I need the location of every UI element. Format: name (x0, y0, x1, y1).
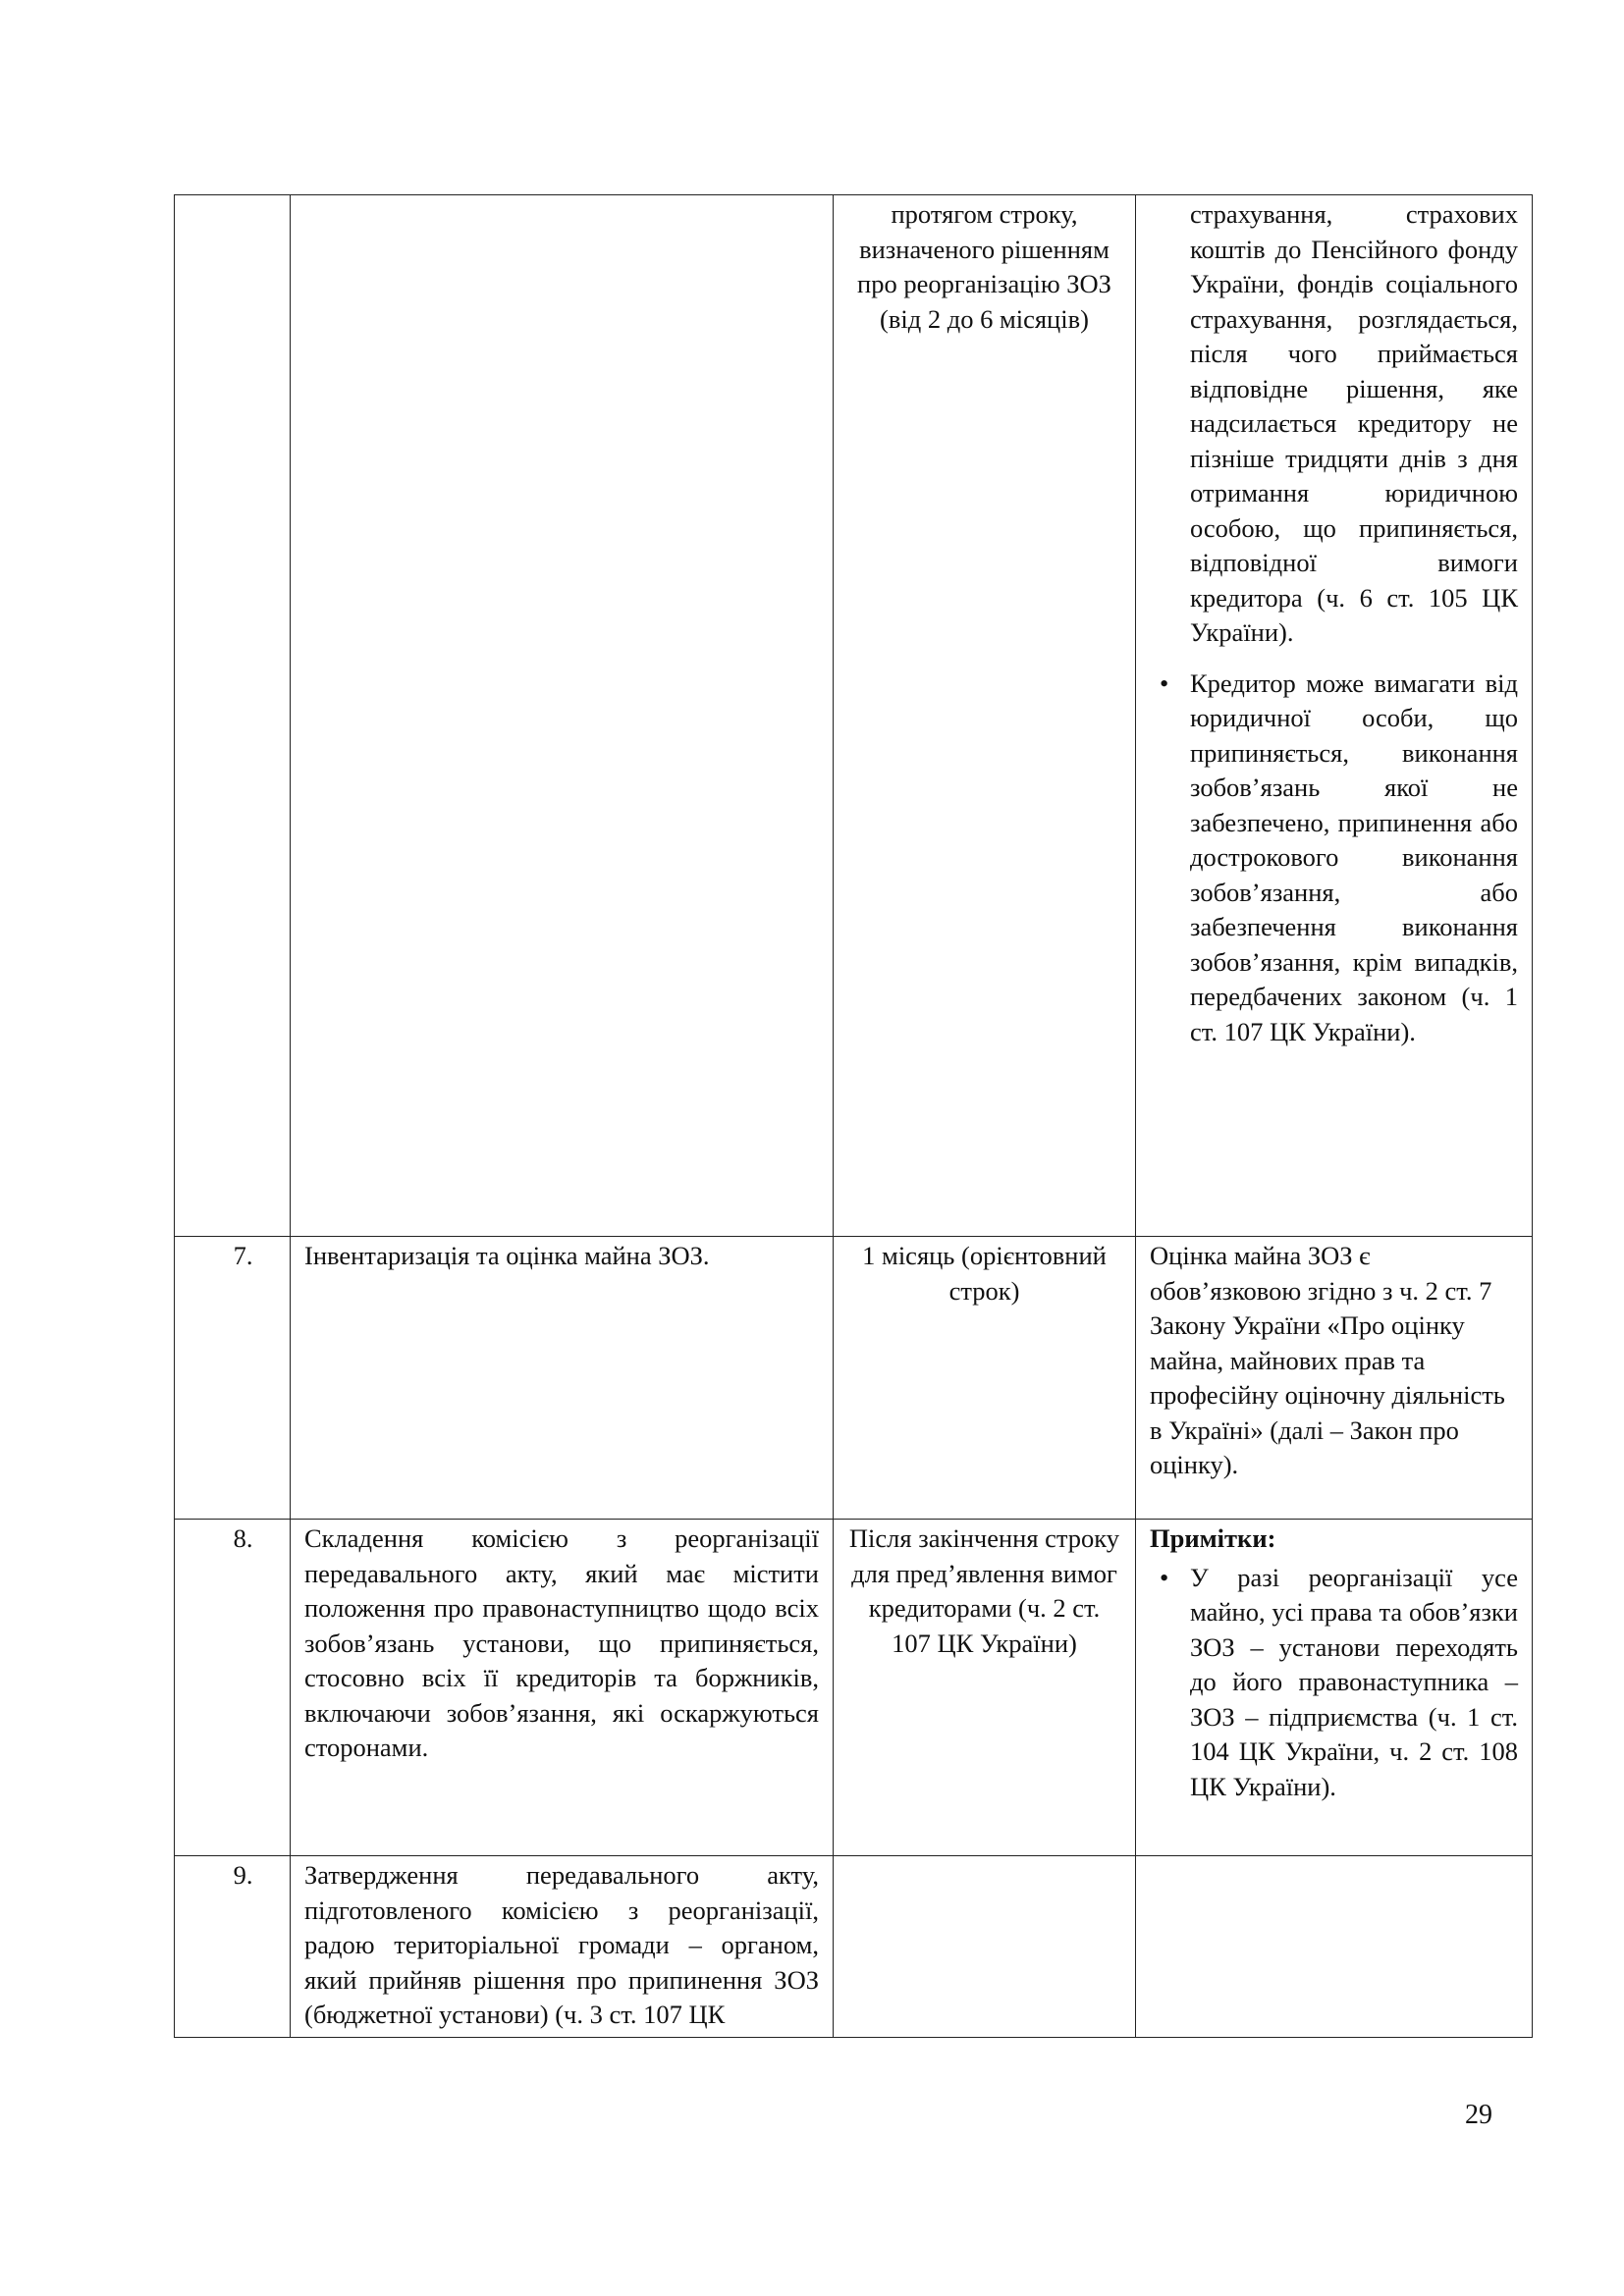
action-text: Затвердження передавального акту, підготовленого комісією з реорганізації, радою територіальної громади – органом, який прийняв рішення про припинення ЗОЗ (бюджетної установи) (ч. 3 ст. 107 ЦК (304, 1860, 819, 2029)
list-item (1150, 1561, 1518, 1805)
table-row (175, 1520, 1533, 1856)
page-number: 29 (1465, 2100, 1492, 2130)
note-continuation-text: страхування, страхових коштів до Пенсійного фонду України, фондів соціального страхування, розглядається, після чого приймається відповідне рішення, яке надсилається кредитору не пізніше тридцяти днів з дня отримання юридичною особою, що припиняється, відповідної вимоги кредитора (ч. 6 ст. 105 ЦК України). (1190, 199, 1518, 647)
row-number-cell (175, 195, 291, 1237)
term-cell (834, 195, 1136, 1237)
note-text: Оцінка майна ЗОЗ є обов’язковою згідно з ч. 2 ст. 7 Закону України «Про оцінку майна, майнових прав та професійну оціночну діяльність в Україні» (далі – Закон про оцінку). (1150, 1241, 1505, 1479)
reorganization-steps-table (174, 194, 1533, 2038)
row-number-cell: 7. (175, 1237, 291, 1520)
note-bullet-text: У разі реорганізації усе майно, усі права та обов’язки ЗОЗ – установи переходять до його правонаступника – ЗОЗ – підприємства (ч. 1 ст. 104 ЦК України, ч. 2 ст. 108 ЦК України). (1190, 1562, 1518, 1801)
term-cell (834, 1237, 1136, 1520)
note-cell (1136, 195, 1533, 1237)
action-text: Складення комісією з реорганізації передавального акту, який має містити положення про правонаступництво щодо всіх зобов’язань установи, що припиняється, стосовно всіх її кредиторів та боржників, включаючи зобов’язання, які оскаржуються сторонами. (304, 1523, 819, 1762)
table-row (175, 1856, 1533, 2038)
note-cell (1136, 1237, 1533, 1520)
note-cell (1136, 1856, 1533, 2038)
action-cell (291, 1520, 834, 1856)
bullet-icon: • (1160, 1562, 1169, 1592)
term-cell (834, 1520, 1136, 1856)
term-text: протягом строку, визначеного рішенням про реорганізацію ЗОЗ (від 2 до 6 місяців) (857, 199, 1111, 334)
bullet-icon: • (1160, 667, 1169, 698)
row-number-cell: 9. (175, 1856, 291, 2038)
term-text: Після закінчення строку для пред’явлення вимог кредиторами (ч. 2 ст. 107 ЦК України) (848, 1523, 1120, 1658)
notes-heading: Примітки: (1150, 1523, 1276, 1553)
note-bullet-list (1150, 667, 1518, 1050)
table-row (175, 195, 1533, 1237)
term-cell (834, 1856, 1136, 2038)
note-cell (1136, 1520, 1533, 1856)
term-text: 1 місяць (орієнтовний строк) (862, 1241, 1107, 1306)
action-text: Інвентаризація та оцінка майна ЗОЗ. (304, 1241, 710, 1270)
list-item (1150, 667, 1518, 1050)
table-row (175, 1237, 1533, 1520)
action-cell (291, 195, 834, 1237)
action-cell (291, 1237, 834, 1520)
note-bullet-text: Кредитор може вимагати від юридичної особи, що припиняється, виконання зобов’язань якої не забезпечено, припинення або дострокового виконання зобов’язання, або забезпечення виконання зобов’язання, крім випадків, передбачених законом (ч. 1 ст. 107 ЦК України). (1190, 667, 1518, 1046)
row-number-cell: 8. (175, 1520, 291, 1856)
note-bullet-list (1150, 1561, 1518, 1805)
action-cell (291, 1856, 834, 2038)
